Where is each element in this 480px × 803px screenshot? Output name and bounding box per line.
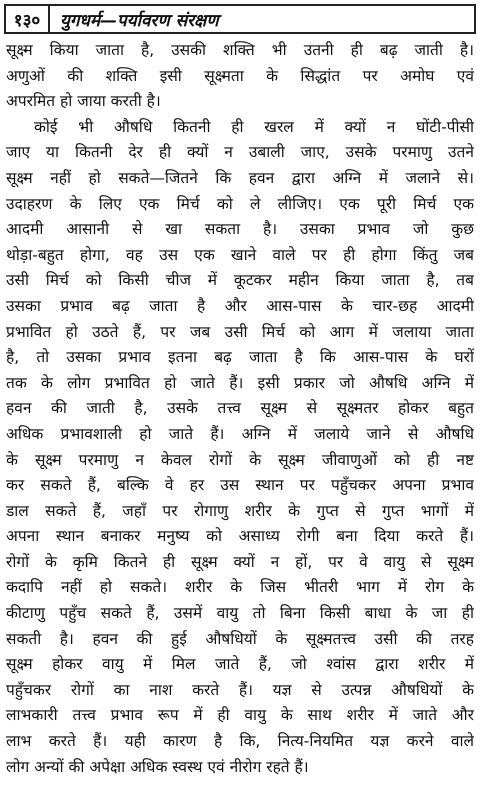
running-title: युगधर्म—पर्यावरण संरक्षण: [60, 10, 219, 31]
text-line: लोग अन्यों की अपेक्षा अधिक स्वस्थ एवं नीरोग रहते हैं।: [6, 757, 309, 776]
page-number: १३०: [6, 6, 50, 32]
text-line: कीटाणु पहुँच सकते हैं, उसमें वायु तो बिना किसी बाधा के जा ही: [6, 604, 474, 623]
text-line: उसका प्रभाव बढ़ जाता है और आस-पास के चार-छह आदमी: [6, 296, 474, 315]
text-line: प्रभावित हो उठते हैं, पर जब उसी मिर्च को आग में जलाया जाता: [6, 322, 474, 341]
paragraph: [6, 115, 474, 780]
text-line: हवन की जाती है, उसके तत्त्व सूक्ष्म से सूक्ष्मतर होकर बहुत: [6, 399, 474, 418]
text-line: अणुओं की शक्ति इसी सूक्ष्मता के सिद्धांत पर अमोघ एवं: [6, 66, 474, 85]
text-line: तक के लोग प्रभावित हो जाते हैं। इसी प्रकार जो औषधि अग्नि में: [6, 373, 474, 392]
text-line: सूक्ष्म नहीं हो सकते—जितने कि हवन द्वारा अग्नि में जलाने से।: [6, 168, 474, 187]
text-line: है, तो उसका प्रभाव इतना बढ़ जाता है कि आस-पास के घरों: [6, 348, 474, 367]
text-line: कर सकते हैं, बल्कि वे हर उस स्थान पर पहुँचकर अपना प्रभाव: [6, 476, 474, 495]
text-line: लाभकारी तत्त्व प्रभाव रूप में ही वायु के साथ शरीर में जाते और: [6, 706, 474, 725]
text-line: के सूक्ष्म परमाणु न केवल रोगों के सूक्ष्म जीवाणुओं को ही नष्ट: [6, 450, 474, 469]
text-line: आदमी आसानी से खा सकता है। उसका प्रभाव जो कुछ: [6, 220, 474, 239]
text-line: पहुँचकर रोगों का नाश करते हैं। यज्ञ से उत्पन्न औषधियों के: [6, 680, 474, 699]
text-line: रोगों के कृमि कितने ही सूक्ष्म क्यों न हों, पर वे वायु से सूक्ष्म: [6, 552, 474, 571]
page-header: [4, 4, 476, 34]
text-line: अधिक प्रभावशाली हो जाते हैं। अग्नि में जलाये जाने से औषधि: [6, 424, 474, 443]
text-line: अपना स्थान बनाकर मनुष्य को असाध्य रोगी बना दिया करते हैं।: [6, 527, 474, 546]
text-line: लाभ करते हैं। यही कारण है कि, नित्य-नियमित यज्ञ करने वाले: [6, 732, 474, 751]
text-line: जाए या कितनी देर ही क्यों न उबाली जाए, उसके परमाणु उतने: [6, 143, 474, 162]
text-line: सूक्ष्म किया जाता है, उसकी शक्ति भी उतनी ही बढ़ जाती है।: [6, 41, 474, 59]
body-text: [6, 38, 474, 780]
text-line: कदापि नहीं हो सकते। शरीर के जिस भीतरी भाग में रोग के: [6, 578, 474, 597]
text-line: कोई भी औषधि कितनी ही खरल में क्यों न घोंटी-पीसी: [34, 117, 474, 136]
text-line: सकती है। हवन की हुई औषधियों के सूक्ष्मतत्त्व उसी की तरह: [6, 629, 474, 648]
text-line: अपरमित हो जाया करती है।: [6, 92, 161, 111]
text-line: उदाहरण के लिए एक मिर्च को ले लीजिए। एक पूरी मिर्च एक: [6, 194, 474, 213]
paragraph: [6, 38, 474, 115]
text-line: उसी मिर्च को किसी चीज में कूटकर महीन किया जाता है, तब: [6, 271, 474, 290]
text-line: थोड़ा-बहुत होगा, वह उस एक खाने वाले पर ही होगा किंतु जब: [6, 245, 474, 264]
text-line: डाल सकते हैं, जहाँ पर रोगाणु शरीर के गुप्त से गुप्त भागों में: [6, 501, 474, 520]
text-line: सूक्ष्म होकर वायु में मिल जाते हैं, जो श्वांस द्वारा शरीर में: [6, 655, 474, 674]
